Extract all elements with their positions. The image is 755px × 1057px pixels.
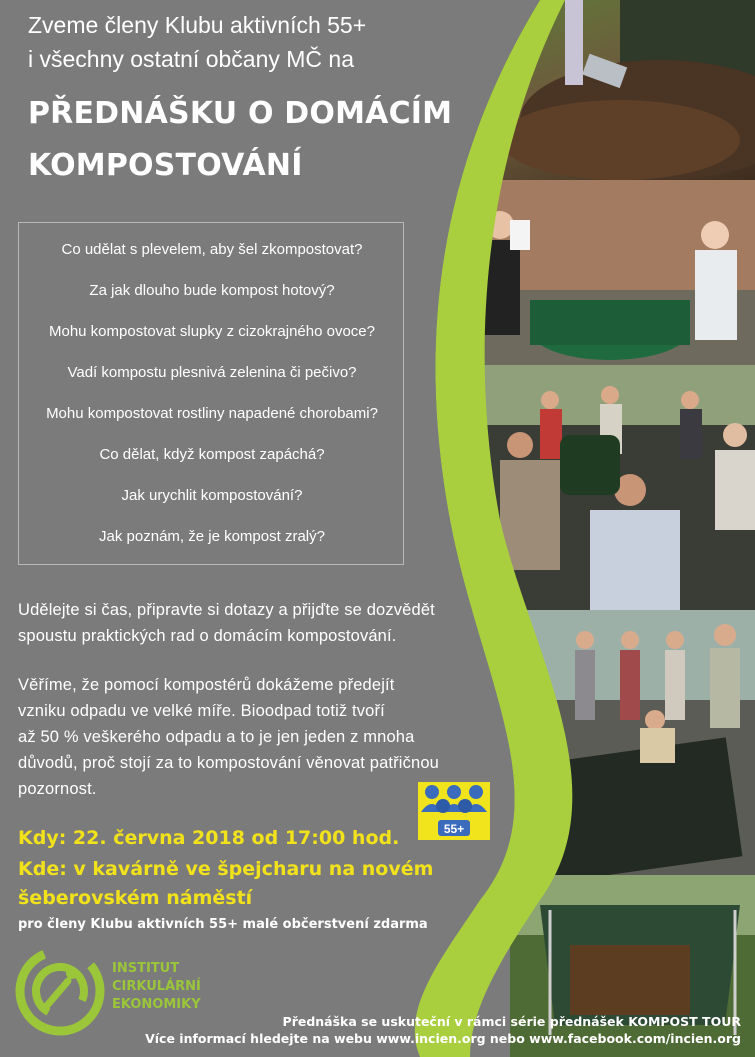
logo-text <box>112 960 201 1014</box>
club-55-badge <box>418 782 490 840</box>
question-item: Co udělat s plevelem, aby šel zkompostovat? <box>61 241 363 258</box>
invitation-line-2: i všechny ostatní občany MČ na <box>28 46 354 72</box>
title-line-1: PŘEDNÁŠKU O DOMÁCÍM <box>28 96 453 131</box>
incien-logo-icon <box>14 945 106 1037</box>
paragraph-line: Udělejte si čas, připravte si dotazy a přijďte se dozvědět <box>18 601 435 619</box>
invitation-text <box>28 8 366 76</box>
refreshment-note: pro členy Klubu aktivních 55+ malé občerstvení zdarma <box>18 917 428 932</box>
question-item: Jak poznám, že je kompost zralý? <box>99 528 325 545</box>
logo-line: INSTITUT <box>112 961 180 976</box>
page-title <box>28 88 452 192</box>
event-place-line-1: Kde: v kavárně ve špejcharu na novém <box>18 858 434 880</box>
footer-series-note: Přednáška se uskuteční v rámci série přednášek KOMPOST TOUR <box>282 1014 741 1029</box>
logo-line: CIRKULÁRNÍ <box>112 979 201 994</box>
paragraph-line: Věříme, že pomocí kompostérů dokážeme předejít <box>18 676 395 694</box>
question-item: Co dělat, když kompost zapáchá? <box>99 446 325 463</box>
question-item: Jak urychlit kompostování? <box>121 487 303 504</box>
title-line-2: KOMPOSTOVÁNÍ <box>28 148 303 183</box>
people-group-icon <box>418 782 490 840</box>
question-item: Mohu kompostovat rostliny napadené chorobami? <box>46 405 378 422</box>
footer-more-info: Více informací hledejte na webu www.incien.org nebo www.facebook.com/incien.org <box>145 1031 741 1046</box>
benefits-paragraph <box>18 672 439 802</box>
paragraph-line: pozornost. <box>18 780 97 798</box>
questions-box <box>18 222 404 565</box>
badge-label: 55+ <box>443 822 465 836</box>
event-date: Kdy: 22. června 2018 od 17:00 hod. <box>18 827 400 849</box>
paragraph-line: důvodů, proč stojí za to kompostování věnovat patřičnou <box>18 754 439 772</box>
paragraph-line: vzniku odpadu ve velké míře. Bioodpad totiž tvoří <box>18 702 385 720</box>
invitation-paragraph <box>18 597 435 649</box>
question-item: Vadí kompostu plesnivá zelenina či pečivo? <box>67 364 357 381</box>
paragraph-line: spoustu praktických rad o domácím kompostování. <box>18 627 397 645</box>
logo-line: EKONOMIKY <box>112 997 201 1012</box>
invitation-line-1: Zveme členy Klubu aktivních 55+ <box>28 12 367 38</box>
question-item: Za jak dlouho bude kompost hotový? <box>89 282 335 299</box>
question-item: Mohu kompostovat slupky z cizokrajného ovoce? <box>48 323 375 340</box>
event-place-line-2: šeberovském náměstí <box>18 887 253 909</box>
paragraph-line: až 50 % veškerého odpadu a to je jen jeden z mnoha <box>18 728 415 746</box>
